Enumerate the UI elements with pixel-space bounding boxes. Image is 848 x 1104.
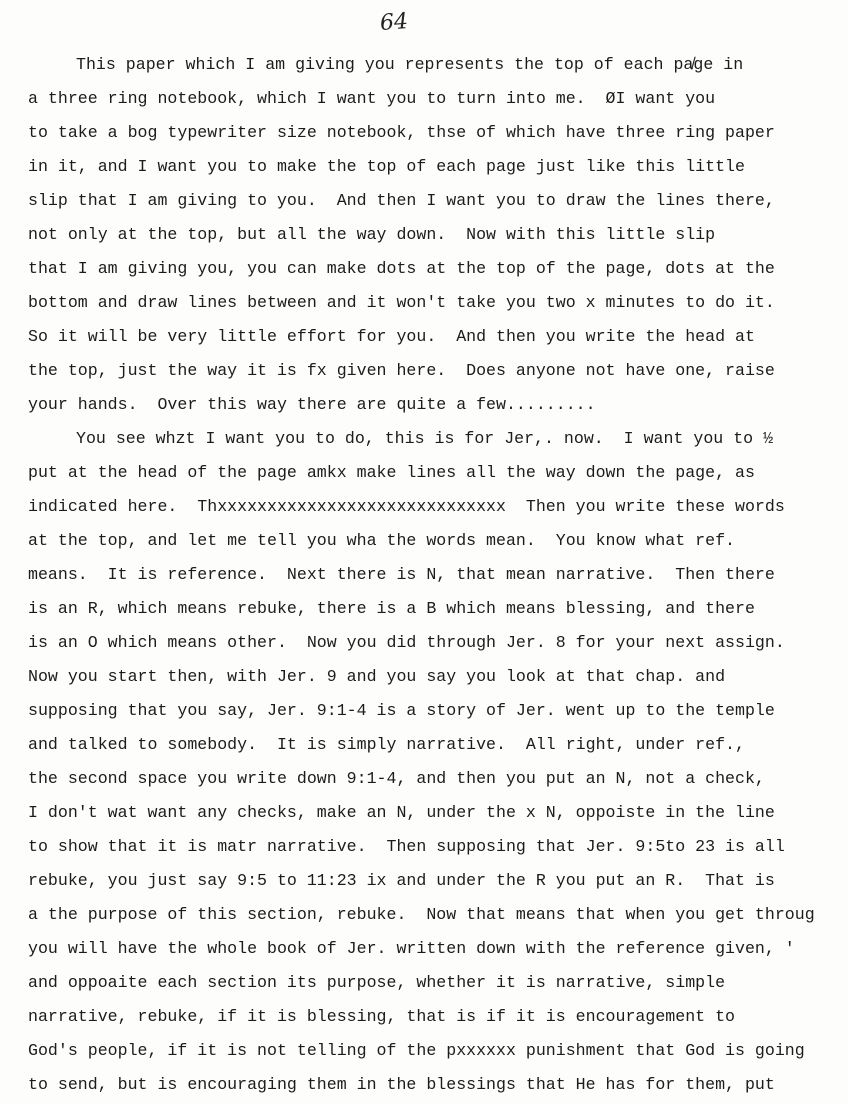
- text-line: I don't wat want any checks, make an N, under the x N, oppoiste in the line: [28, 803, 775, 822]
- text-line: a the purpose of this section, rebuke. Now that means that when you get throug: [28, 905, 815, 924]
- text-line: and oppoaite each section its purpose, whether it is narrative, simple: [28, 973, 726, 992]
- text-line: at the top, and let me tell you wha the words mean. You know what ref.: [28, 531, 736, 550]
- text-line: in it, and I want you to make the top of each page just like this little: [28, 157, 745, 176]
- text-line: Now you start then, with Jer. 9 and you say you look at that chap. and: [28, 667, 726, 686]
- text-line: you will have the whole book of Jer. written down with the reference given, ': [28, 939, 795, 958]
- text-line: to take a bog typewriter size notebook, thse of which have three ring paper: [28, 123, 775, 142]
- text-line: This paper which I am giving you represents the top of each pa̸ge in: [76, 55, 744, 74]
- text-line: a three ring notebook, which I want you to turn into me. ØI want you: [28, 89, 716, 108]
- text-line: bottom and draw lines between and it won't take you two x minutes to do it.: [28, 293, 775, 312]
- text-line: your hands. Over this way there are quite a few.........: [28, 395, 596, 414]
- text-line: the second space you write down 9:1-4, and then you put an N, not a check,: [28, 769, 765, 788]
- text-line: rebuke, you just say 9:5 to 11:23 ix and under the R you put an R. That is: [28, 871, 775, 890]
- text-line: slip that I am giving to you. And then I want you to draw the lines there,: [28, 191, 775, 210]
- text-line: narrative, rebuke, if it is blessing, that is if it is encouragement to: [28, 1007, 736, 1026]
- text-line: to show that it is matr narrative. Then supposing that Jer. 9:5to 23 is all: [28, 837, 785, 856]
- text-line: and talked to somebody. It is simply narrative. All right, under ref.,: [28, 735, 745, 754]
- text-line: So it will be very little effort for you. And then you write the head at: [28, 327, 755, 346]
- text-line: to send, but is encouraging them in the blessings that He has for them, put: [28, 1075, 775, 1094]
- text-line: that I am giving you, you can make dots at the top of the page, dots at the: [28, 259, 775, 278]
- text-line: not only at the top, but all the way down. Now with this little slip: [28, 225, 716, 244]
- page-number: 64: [379, 9, 409, 36]
- text-line: You see whzt I want you to do, this is for Jer,. now. I want you to ½: [76, 429, 774, 448]
- text-line: God's people, if it is not telling of the pxxxxxx punishment that God is going: [28, 1041, 805, 1060]
- text-line: is an O which means other. Now you did through Jer. 8 for your next assign.: [28, 633, 785, 652]
- text-line: the top, just the way it is fx given here. Does anyone not have one, raise: [28, 361, 775, 380]
- text-line: supposing that you say, Jer. 9:1-4 is a story of Jer. went up to the temple: [28, 701, 775, 720]
- text-line: is an R, which means rebuke, there is a B which means blessing, and there: [28, 599, 755, 618]
- text-line: means. It is reference. Next there is N, that mean narrative. Then there: [28, 565, 775, 584]
- text-line: put at the head of the page amkx make lines all the way down the page, as: [28, 463, 755, 482]
- text-line: indicated here. Thxxxxxxxxxxxxxxxxxxxxxxxxxxxxx Then you write these words: [28, 497, 785, 516]
